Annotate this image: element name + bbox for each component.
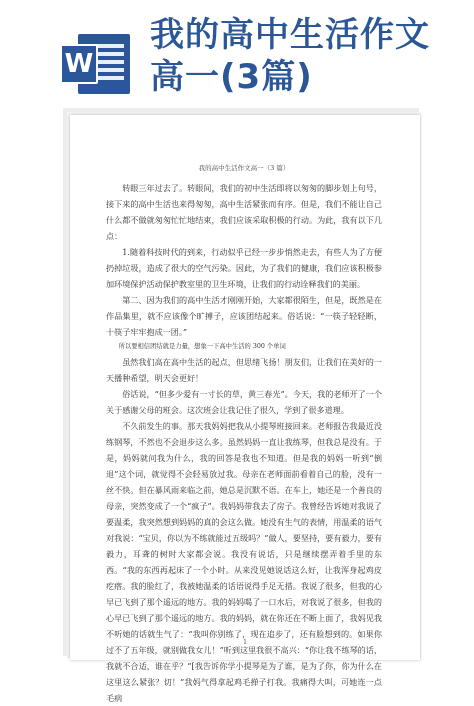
- paragraph: 所以要相信团结就是力量，想象一下高中生活的 300 个单词: [118, 343, 286, 350]
- paragraph: 1.随着科技时代的到来，行动似乎已经一步步悄然走去，有些人为了方便扔掉垃圾，造成了很大的空气污染。因此，为了我们的健康，我们应该积极参加环境保护活动保护教室里的卫生环境，让我们的行动诠释我们的美丽。: [106, 247, 382, 289]
- paragraph: 俗话说，“但多少爱有一寸长的草，黄三春光”。今天，我的老师开了一个关于感谢父母的班会。这次班会让我记住了很久，学到了很多道理。: [106, 389, 382, 415]
- word-icon-line: [94, 60, 124, 64]
- paragraph: 不久前发生的事。那天我妈妈把我从小提琴班接回来。老师报告我最近没练钢琴，不然也不会退步这么多。虽然妈妈一直让我练琴，但我总是没有。于是，妈妈就问我为什么，我的回答是我也不知道。但是我的妈妈一听到“倒退”这个词，就觉得不会轻易放过我。母亲在老师面前看着自己的脸，没有一丝不快。但在暴风雨来临之前，她总是沉默不语。在车上，她还是一个善良的母亲，突然变成了一个“疯子”。我妈妈带我去了房子。我曾经告诉她对我说了要温柔，我突然想到妈妈的真的会这么做。她没有生气的表情，用温柔的语气对我说：“宝贝，你以为不练就能过五级吗？”做人，要坚持，要有毅力，要有毅力，耳聋的树时大家都会说。我没有说话，只是继续摆弄着手里的东西。“我的东西再起床了一个小时。从来没见她说话这么好，让我浑身起鸡皮疙瘩。我的脸红了，我被她温柔的话语说得手足无措。我说了很多，但我的心早已飞到了那个遥远的地方。我的妈妈喝了一口水后，对我说了很多，但我的心早已飞到了那个遥远的地方。我的妈妈，就在你还在不断上面了，我妈见我不听她的话就生气了：“我叫你别练了，现在追步了，还有脸想到的。如果你过不了五年级，就别做我女儿！”听到这里我很不高兴：“你让我不练琴的话，我就不合适，谁在乎？”[我告诉你学小提琴是为了谁，是为了你，你为什么在这里这么紧张？切！”我妈气得拿起鸡毛掸子打我。我痛得大叫，可她连一点毛病: [106, 421, 382, 703]
- document-banner: [0, 0, 474, 112]
- document-title: [150, 14, 470, 98]
- word-icon-line: [94, 68, 124, 72]
- document-page: [70, 115, 420, 703]
- page-header: 我的高中生活作文高一（3 篇）: [198, 164, 290, 172]
- word-icon-line: [94, 76, 124, 80]
- word-icon-line: [94, 44, 124, 48]
- word-document-icon: [60, 30, 132, 98]
- page-number: 1: [243, 639, 247, 646]
- word-icon-badge: W: [60, 44, 98, 84]
- paragraph: 第二、因为我们的高中生活才刚刚开始，大家都很陌生，但是，既然是在作品集里，就不应该像个旷搏子，应该团结起来。俗话说：“一筷子轻轻断，十筷子牢牢抱成一团。”: [106, 295, 382, 337]
- paragraph: 虽然我们高在高中生活的起点，但思绪飞扬！朋友们，让我们在美好的一天播种希望，明天会更好！: [106, 357, 382, 383]
- paragraph: 转眼三年过去了。转眼间，我们的初中生活即将以匆匆的脚步划上句号，接下来的高中生活也来得匆匆，高中生活紧张而有序。但是，我们不能让自己什么都不做就匆匆忙忙地结束，我们应该采取积极的行动。为此，我有以下几点：: [106, 183, 382, 241]
- title-line-2: 高一(3篇): [150, 57, 313, 97]
- word-icon-line: [94, 52, 124, 56]
- title-line-1: 我的高中生活作文: [150, 15, 430, 55]
